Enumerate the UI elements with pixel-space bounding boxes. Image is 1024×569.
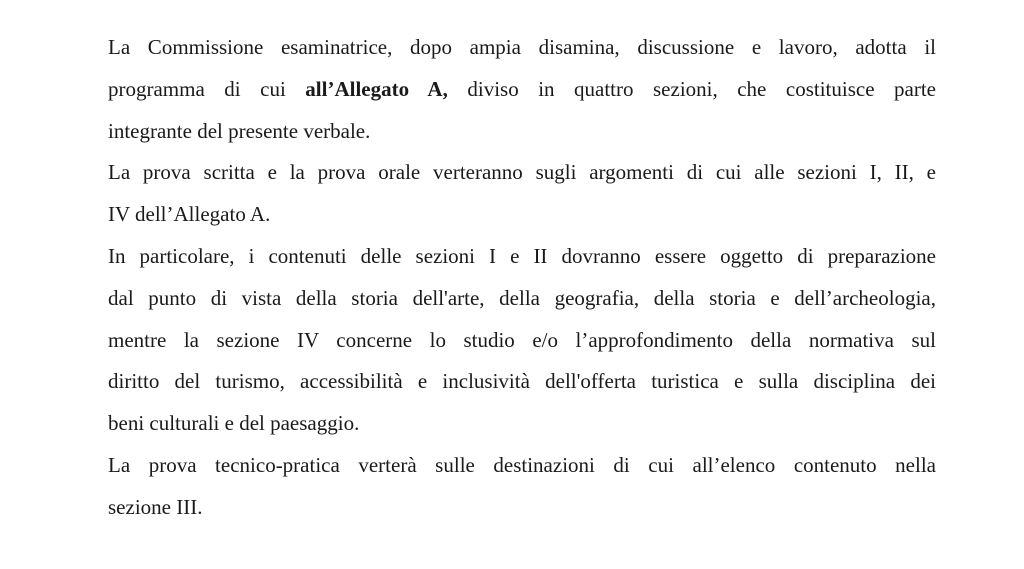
- text-line: [108, 403, 936, 445]
- text-segment: programma di cui: [108, 76, 306, 101]
- text-segment: La prova tecnico-pratica verterà sulle destinazioni di cui all’elenco contenuto nella: [108, 452, 936, 477]
- text-segment: La prova scritta e la prova orale verteranno sugli argomenti di cui alle sezioni I, II, e: [108, 160, 936, 185]
- text-segment: IV dell’Allegato A.: [108, 202, 271, 227]
- text-line: [108, 27, 936, 69]
- text-line: [108, 194, 936, 236]
- text-segment: diritto del turismo, accessibilità e inclusività dell'offerta turistica e sulla disciplina dei: [108, 369, 936, 394]
- text-segment: mentre la sezione IV concerne lo studio e/o l’approfondimento della normativa sul: [108, 327, 936, 352]
- paragraph: [108, 445, 936, 529]
- paragraph: [108, 27, 936, 152]
- text-line: [108, 236, 936, 278]
- paragraph: [108, 152, 936, 236]
- text-segment: La Commissione esaminatrice, dopo ampia disamina, discussione e lavoro, adotta il: [108, 35, 936, 59]
- text-line: [108, 487, 936, 529]
- paragraph: [108, 236, 936, 445]
- text-segment: integrante del presente verbale.: [108, 118, 371, 143]
- text-segment: dal punto di vista della storia dell'arte, della geografia, della storia e dell’archeologia,: [108, 285, 936, 310]
- text-line: [108, 152, 936, 194]
- text-line: [108, 278, 936, 320]
- text-segment: sezione III.: [108, 494, 203, 519]
- document-body: [108, 27, 936, 529]
- text-line: [108, 69, 936, 111]
- text-line: [108, 111, 936, 153]
- text-line: [108, 320, 936, 362]
- bold-reference: all’Allegato A,: [305, 76, 448, 101]
- text-line: [108, 445, 936, 487]
- text-line: [108, 361, 936, 403]
- text-segment: diviso in quattro sezioni, che costituisce parte: [447, 76, 936, 101]
- text-segment: In particolare, i contenuti delle sezioni I e II dovranno essere oggetto di preparazione: [108, 243, 936, 268]
- text-segment: beni culturali e del paesaggio.: [108, 411, 360, 436]
